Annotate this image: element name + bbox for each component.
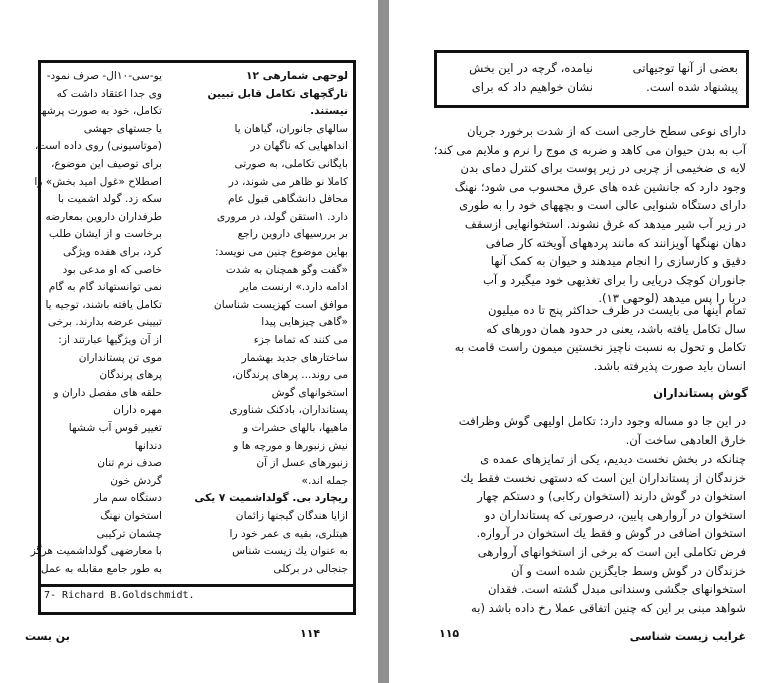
text-line: چشمان ترکیبی bbox=[96, 527, 162, 540]
text-line: دارای دستگاه شنوایی عالی است و بچههای خود را به طوری bbox=[459, 198, 746, 213]
text-line: هیتلری، بقیه ی عمر خود را bbox=[229, 527, 348, 540]
text-line: (موتاسیونی) روی داده است، bbox=[34, 140, 162, 153]
text-line: جمله اند.» bbox=[301, 474, 348, 487]
text-line: موی تن پستانداران bbox=[78, 351, 162, 364]
text-line: جنجالی در برکلی bbox=[273, 562, 348, 575]
text-line: استخوان نهنگ bbox=[100, 510, 162, 522]
text-line: دستگاه سم مار bbox=[93, 492, 162, 505]
text-line: لوحهی شمارهی ۱۲ bbox=[246, 70, 348, 82]
text-line: تکامل، خود به صورت پرشها bbox=[38, 105, 162, 118]
text-line: خزندگان در گوش وسط جایگزین شده است و آن bbox=[511, 563, 746, 578]
page-number: ۱۱۴ bbox=[300, 627, 321, 640]
text-line: دریا را پس میدهد (لوحهی ۱۳). bbox=[598, 291, 746, 306]
text-line: خاصی که او مدعی بود bbox=[62, 263, 162, 276]
text-line: کاملا نو ظاهر می شوند، در bbox=[228, 175, 348, 188]
text-line: سکه زد. گولد اشمیت با bbox=[57, 193, 162, 206]
text-line: به طور جامع مقابله به عمل bbox=[40, 562, 162, 575]
text-line: دقیق و کارسازی را انجام میدهند و حیوان به کمک آنها bbox=[490, 254, 746, 269]
page-number: ۱۱۵ bbox=[439, 627, 460, 640]
text-line: تمام اینها می بایست در ظرف حداکثر پنج تا ده میلیون bbox=[488, 303, 746, 317]
text-line: پرهای پرندگان bbox=[99, 369, 162, 382]
text-line: دهان نهنگها آویزانند که مانند پردههای آویخته کار صافی bbox=[485, 235, 746, 250]
box-line-1-right: بعضی از آنها توجیهاتی bbox=[632, 61, 738, 75]
text-line: زنبورهای عسل از آن bbox=[256, 457, 348, 470]
text-line: در این جا دو مساله وجود دارد: تکامل اولیهی گوش وظرافت bbox=[458, 414, 746, 428]
text-line: صدف نرم تنان bbox=[97, 457, 162, 470]
text-line: استخوان در گوش دارند (استخوان رکابی) و دستکم چهار bbox=[477, 489, 746, 504]
text-line: یو-سی-۱۰ال- صرف نمود- bbox=[46, 70, 162, 82]
text-line: تارگچهای تکامل قابل تبیین bbox=[207, 87, 348, 100]
text-line: «گاهی چیزهایی پیدا bbox=[261, 316, 348, 329]
text-line: استخوان در آروارهی پایین، درصورتی که پستانداران دو bbox=[484, 507, 746, 522]
text-line: نیش زنبورها و مورچه ها و bbox=[233, 439, 348, 452]
text-line: محافل دانشگاهی قبول عام bbox=[227, 193, 348, 206]
text-line: پستانداران، بادکنک شناوری bbox=[229, 404, 348, 417]
text-line: با معارضهی گولداشمیت هرگز bbox=[30, 545, 162, 558]
text-line: تکامل یافته باشند، توجیه یا bbox=[45, 298, 162, 311]
text-line: وی جدا اعتقاد داشت که bbox=[56, 87, 162, 100]
text-line: مهره داران bbox=[113, 404, 162, 417]
text-line: لایه ی ضخیمی از چربی در زیر پوست برای کنترل دمای بدن bbox=[460, 161, 746, 176]
text-line: استخوانهای گوش bbox=[271, 386, 348, 399]
text-line: اصطلاح «غول امید بخش» را bbox=[34, 175, 162, 188]
text-line: ادامه دارد.» ارنست مایر bbox=[240, 281, 348, 294]
running-head: بن بست bbox=[25, 630, 70, 643]
text-line: برخاست و از ایشان طلب bbox=[48, 228, 162, 241]
text-line: ساختارهای جدید بهشمار bbox=[241, 351, 348, 364]
text-line: خزندگان از پستانداران این است که دستهی نخست فقط یك bbox=[460, 470, 746, 485]
text-line: ریچارد بی. گولداشمیت ۷ یکی bbox=[194, 492, 348, 505]
text-line: انسان باید صورت پذیرفته باشد. bbox=[593, 358, 746, 373]
text-line: نمی توانستهاند گام به گام bbox=[48, 281, 162, 294]
continuation-box bbox=[434, 50, 749, 108]
text-line: به عنوان یك زیست شناس bbox=[232, 545, 348, 558]
text-line: تغییر قوس آب ششها bbox=[68, 422, 162, 434]
text-line: نیستند. bbox=[310, 105, 348, 118]
text-line: وجود دارد که جانشین غده های عرق محسوب می شود؛ نهنگ bbox=[454, 179, 746, 194]
text-line: در زیر آب شیر میدهد که غرق نشوند. استخوانهایی ازسقف bbox=[464, 217, 746, 231]
text-line: انداههایی که ناگهان در bbox=[250, 140, 348, 153]
text-line: استخوان اضافی در گوش و فقط یك استخوان در آرواره. bbox=[476, 526, 746, 541]
text-line: «گفت وگو همچنان به شدت bbox=[225, 263, 348, 276]
text-line: خارق العادهی ساخت آن. bbox=[625, 432, 746, 447]
text-line: کرد، برای هفده ویژگی bbox=[63, 246, 162, 258]
text-line: دندانها bbox=[134, 439, 162, 452]
text-line: فرض تکاملی این است که برخی از استخوانهای آروارهی bbox=[477, 545, 746, 559]
text-line: تبیینی عرضه بدارند. برخی bbox=[47, 316, 162, 329]
text-line: بر بررسیهای داروین راجع bbox=[237, 228, 348, 241]
running-head: غرایب زیست شناسی bbox=[629, 630, 746, 643]
box-divider bbox=[38, 584, 356, 587]
text-line: طرفداران داروین بمعارضه bbox=[45, 210, 162, 223]
text-line: حلقه های مفصل داران و bbox=[53, 386, 162, 399]
text-line: بایگانی تکاملی، به صورتی bbox=[234, 158, 348, 170]
right-page bbox=[389, 0, 768, 683]
text-line: می کنند که تماما جزء bbox=[253, 334, 348, 346]
left-page bbox=[0, 0, 378, 683]
text-line: دارد. ۱استقن گولد، در مروری bbox=[216, 210, 348, 223]
box-line-2-right: پیشنهاد شده است. bbox=[646, 80, 738, 94]
text-line: جانوران کوچک دریایی را برای تغذیهی خود میگیرد و آب bbox=[483, 272, 746, 287]
text-line: می روند... پرهای پرندگان، bbox=[231, 369, 348, 382]
text-line: بهاین موضوع چنین می نویسد: bbox=[215, 246, 348, 258]
text-line: شواهد مبنی بر این که چنین اتفاقی عملا رخ داده باشد (به bbox=[471, 600, 746, 615]
text-line: تکامل و تحول به نسبت ناچیز نخستین میمون راست قامت به bbox=[454, 340, 746, 355]
text-line: از آن ویژگیها عبارتند از: bbox=[58, 334, 162, 346]
text-line: دارای نوعی سطح خارجی است که از شدت برخورد جریان bbox=[466, 124, 746, 138]
text-line: آب به بدن حیوان می کاهد و ضربه ی موج را نرم و ملایم می کند؛ bbox=[433, 142, 746, 157]
text-line: ازایا هندگان گیجنها زائمان bbox=[235, 510, 348, 522]
text-line: استخوانهای جگشی وسندانی مبدل گشته است. فقدان bbox=[487, 582, 746, 597]
section-heading: گوش پستانداران bbox=[653, 386, 748, 400]
text-line: ماهیها، بالهای حشرات و bbox=[242, 422, 348, 434]
text-line: سال تکامل یافته باشد، یعنی در حدود همان دورهای که bbox=[486, 321, 746, 336]
box-line-2-left: نشان خواهیم داد که برای bbox=[471, 80, 593, 94]
text-line: سالهای جانوران، گیاهان یا bbox=[234, 122, 348, 135]
text-line: گردش خون bbox=[110, 474, 162, 487]
text-line: یا جستهای جهشی bbox=[83, 122, 162, 135]
text-line: چنانکه در بخش نخست دیدیم، یکی از تمایزهای عمده ی bbox=[480, 452, 746, 466]
text-line: موافق است کهزیست شناسان bbox=[213, 298, 348, 311]
text-line: برای توصیف این موضوع، bbox=[50, 158, 162, 170]
footnote: 7- Richard B.Goldschmidt. bbox=[44, 590, 195, 601]
box-line-1-left: نیامده، گرچه در این بخش bbox=[469, 61, 593, 75]
